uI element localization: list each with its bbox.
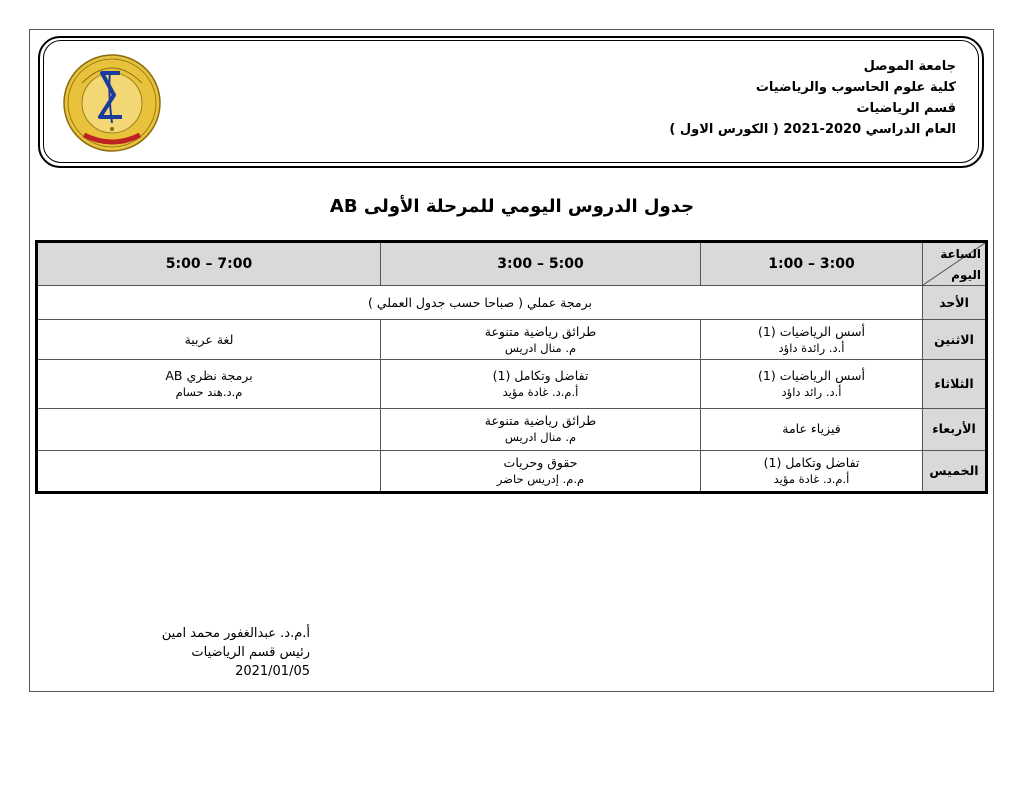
lesson-cell [701, 408, 923, 450]
day-cell: الخميس [923, 450, 987, 492]
signature-date: 2021/01/05 [235, 664, 310, 679]
table-row [37, 320, 987, 360]
university-name: جامعة الموصل [863, 59, 956, 74]
course-name: تفاضل وتكامل (1) [763, 454, 860, 470]
signature-block [150, 624, 310, 681]
teacher-name: أ.م.د. غادة مؤيد [773, 471, 850, 486]
teacher-name: أ.د. رائدة داؤد [778, 340, 845, 355]
teacher-name: م. منال ادريس [504, 430, 577, 445]
course-name: برمجة نظري AB [165, 367, 253, 383]
teacher-name: أ.د. رائد داؤد [781, 384, 842, 399]
department-name: قسم الرياضيات [856, 101, 956, 116]
day-cell: الأربعاء [923, 408, 987, 450]
lesson-cell [381, 320, 701, 360]
lesson-cell [37, 320, 381, 360]
table-row [37, 408, 987, 450]
signatory-name: أ.م.د. عبدالغفور محمد امين [161, 626, 310, 641]
table-row [37, 450, 987, 492]
signatory-role: رئيس قسم الرياضيات [191, 645, 310, 660]
course-name: لغة عربية [184, 331, 234, 347]
column-header: 7:00 – 5:00 [37, 242, 381, 286]
lesson-cell [701, 320, 923, 360]
department-logo-icon [62, 53, 162, 153]
lesson-cell [701, 450, 923, 492]
table-row [37, 286, 987, 320]
college-name: كلية علوم الحاسوب والرياضيات [755, 80, 956, 95]
teacher-name: م.م. إدريس حاضر [496, 471, 585, 486]
course-name: أسس الرياضيات (1) [758, 323, 865, 339]
university-info [669, 56, 956, 140]
teacher-name: أ.م.د. غادة مؤيد [502, 384, 579, 399]
day-cell: الاثنين [923, 320, 987, 360]
lesson-cell [701, 360, 923, 408]
page-title: جدول الدروس اليومي للمرحلة الأولى AB [329, 196, 695, 217]
teacher-name: م.د.هند حسام [175, 384, 243, 399]
course-name: أسس الرياضيات (1) [758, 367, 865, 383]
day-cell: الثلاثاء [923, 360, 987, 408]
day-cell: الأحد [923, 286, 987, 320]
column-header: 3:00 – 1:00 [701, 242, 923, 286]
course-name: حقوق وحريات [503, 454, 578, 470]
academic-year: العام الدراسي 2020-2021 ( الكورس الاول ) [669, 122, 956, 137]
teacher-name: م. منال ادريس [504, 340, 577, 355]
lesson-cell [381, 450, 701, 492]
lesson-cell [381, 408, 701, 450]
table-header-row [37, 242, 987, 286]
corner-day-label: اليوم [951, 268, 981, 282]
merged-lesson-cell: برمجة عملي ( صباحا حسب جدول العملي ) [37, 286, 923, 320]
course-name: طرائق رياضية متنوعة [484, 413, 597, 429]
lesson-cell [381, 360, 701, 408]
course-name: طرائق رياضية متنوعة [484, 323, 597, 339]
lesson-cell [37, 360, 381, 408]
schedule-table [35, 240, 988, 494]
course-name: فيزياء عامة [782, 421, 841, 437]
lesson-cell [37, 408, 381, 450]
corner-time-label: الساعة [940, 247, 981, 261]
table-row [37, 360, 987, 408]
column-header: 5:00 – 3:00 [381, 242, 701, 286]
course-name: تفاضل وتكامل (1) [492, 367, 589, 383]
corner-cell [923, 242, 987, 286]
lesson-cell [37, 450, 381, 492]
